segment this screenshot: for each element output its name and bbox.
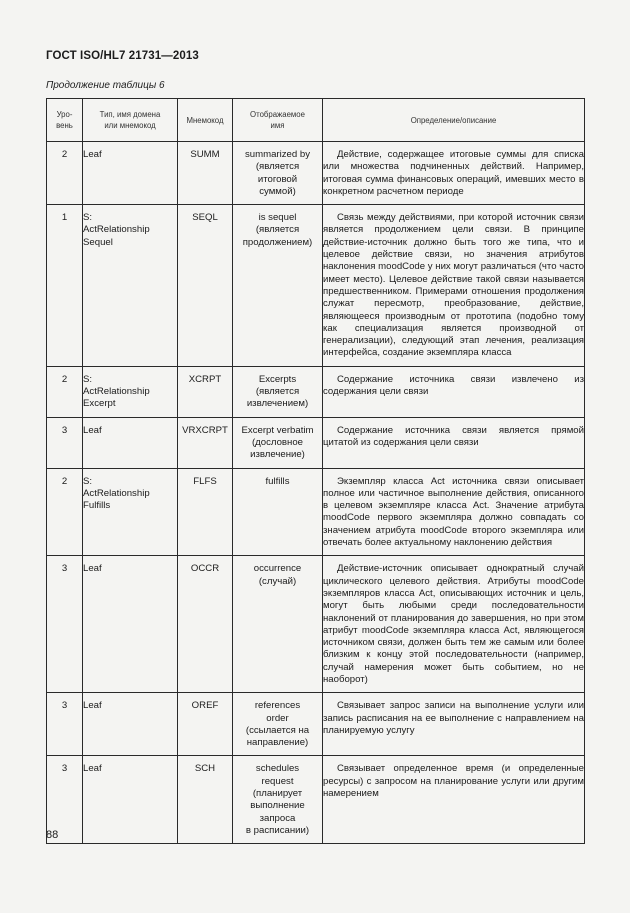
definition-cell: Связывает определенное время (и определенные ресурсы) с запросом на планирование услуги или другим намерением (323, 756, 585, 844)
type-cell: S: ActRelationship Sequel (83, 205, 178, 367)
table-header (47, 99, 585, 142)
mnemonic-cell: FLFS (178, 468, 233, 556)
level-cell: 3 (47, 417, 83, 468)
display-name-cell: occurrence (случай) (233, 556, 323, 693)
display-name-cell: fulfills (233, 468, 323, 556)
column-header-level: Уро- вень (47, 99, 83, 142)
terms-table (46, 98, 585, 844)
type-cell: Leaf (83, 756, 178, 844)
mnemonic-cell: SUMM (178, 142, 233, 205)
level-cell: 2 (47, 366, 83, 417)
column-header-mnemonic: Мнемокод (178, 99, 233, 142)
level-cell: 2 (47, 468, 83, 556)
mnemonic-cell: OREF (178, 693, 233, 756)
table-row (47, 366, 585, 417)
display-name-cell: Excerpts (является извлечением) (233, 366, 323, 417)
mnemonic-cell: SCH (178, 756, 233, 844)
type-cell: Leaf (83, 556, 178, 693)
display-name-cell: Excerpt verbatim (дословное извлечение) (233, 417, 323, 468)
mnemonic-cell: XCRPT (178, 366, 233, 417)
table-row (47, 468, 585, 556)
definition-cell: Экземпляр класса Act источника связи описывает полное или частичное выполнение действия, описанного в целевом экземпляре класса Act. Значение атрибута moodCode первого экземпляра должно совпадать со значением атрибута moodCode второго экземпляра или отвечать более актуальному наклонению действия (323, 468, 585, 556)
display-name-cell: references order (ссылается на направление) (233, 693, 323, 756)
type-cell: Leaf (83, 417, 178, 468)
level-cell: 1 (47, 205, 83, 367)
table-caption: Продолжение таблицы 6 (46, 80, 165, 91)
column-header-definition: Определение/описание (323, 99, 585, 142)
column-header-display: Отображаемое имя (233, 99, 323, 142)
display-name-cell: summarized by (является итоговой суммой) (233, 142, 323, 205)
column-header-type: Тип, имя домена или мнемокод (83, 99, 178, 142)
definition-cell: Связывает запрос записи на выполнение услуги или запись расписания на ее выполнение с направлением на планируемую услугу (323, 693, 585, 756)
table-body (47, 142, 585, 844)
display-name-cell: is sequel (является продолжением) (233, 205, 323, 367)
mnemonic-cell: OCCR (178, 556, 233, 693)
table-row (47, 756, 585, 844)
definition-cell: Действие-источник описывает однократный случай циклического целевого действия. Атрибуты moodCode экземпляров класса Act, описывающих источник и цель, могут быть любыми среди последовательности наклонений от планирования до завершения, но при этом атрибут moodCode экземпляра класса Act, являющегося источником связи, должен быть тем же самым или более близким к концу этой последовательности (например, случай намерения может быть событием, но не наоборот) (323, 556, 585, 693)
type-cell: Leaf (83, 142, 178, 205)
level-cell: 2 (47, 142, 83, 205)
definition-cell: Действие, содержащее итоговые суммы для списка или множества подчиненных действий. Например, итоговая сумма финансовых операций, имевших место в конкретном расчетном периоде (323, 142, 585, 205)
table-row (47, 205, 585, 367)
table-row (47, 417, 585, 468)
mnemonic-cell: VRXCRPT (178, 417, 233, 468)
header-row (47, 99, 585, 142)
mnemonic-cell: SEQL (178, 205, 233, 367)
table-row (47, 142, 585, 205)
definition-cell: Содержание источника связи является прямой цитатой из содержания цели связи (323, 417, 585, 468)
table-row (47, 556, 585, 693)
level-cell: 3 (47, 556, 83, 693)
display-name-cell: schedules request (планирует выполнение запроса в расписании) (233, 756, 323, 844)
page-number: 88 (46, 829, 59, 841)
type-cell: S: ActRelationship Excerpt (83, 366, 178, 417)
document-header: ГОСТ ISO/HL7 21731—2013 (46, 50, 199, 62)
definition-cell: Связь между действиями, при которой источник связи является продолжением цели связи. В принципе действие-источник должно быть того же типа, что и целевое действие связи, но значения атрибутов наклонения moodCode у них могут различаться (что часто имеет место). Целевое действие такой связи называется предшественником. Примерами отношения продолжения служат пересмотр, преобразование, действие, являющееся производным от прототипа (подобно тому как специализация является производной от генерализации), следующий этап лечения, реализация интерфейса, создание экземпляра класса (323, 205, 585, 367)
type-cell: S: ActRelationship Fulfills (83, 468, 178, 556)
level-cell: 3 (47, 693, 83, 756)
table-row (47, 693, 585, 756)
level-cell: 3 (47, 756, 83, 844)
type-cell: Leaf (83, 693, 178, 756)
definition-cell: Содержание источника связи извлечено из содержания цели связи (323, 366, 585, 417)
